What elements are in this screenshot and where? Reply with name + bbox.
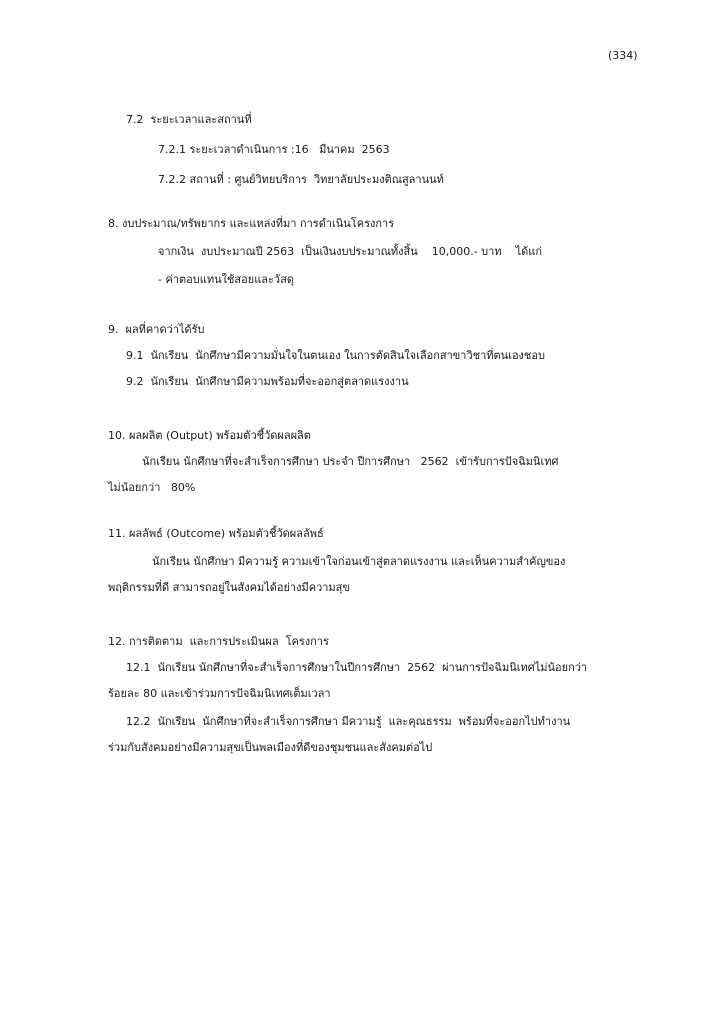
section-10-paragraph-line-1: นักเรียน นักศึกษาที่จะสำเร็จการศึกษา ประจำ ปีการศึกษา 2562 เข้ารับการปัจฉิมนิเทศ bbox=[142, 455, 559, 468]
section-7-2-1-text: 7.2.1 ระยะเวลาดำเนินการ :16 มีนาคม 2563 bbox=[158, 143, 390, 156]
section-9-heading: 9. ผลที่คาดว่าได้รับ bbox=[108, 323, 205, 336]
section-12-heading: 12. การติดตาม และการประเมินผล โครงการ bbox=[108, 635, 329, 648]
section-8-budget-item: - ค่าตอบแทนใช้สอยและวัสดุ bbox=[158, 273, 294, 286]
section-10-paragraph-line-2: ไม่น้อยกว่า 80% bbox=[108, 481, 196, 494]
section-11-paragraph-line-2: พฤติกรรมที่ดี สามารถอยู่ในสังคมได้อย่างมีความสุข bbox=[108, 581, 350, 594]
page-number: (334) bbox=[608, 49, 638, 62]
section-11-heading: 11. ผลลัพธ์ (Outcome) พร้อมตัวชี้วัดผลลัพธ์ bbox=[108, 527, 324, 540]
section-9-2-text: 9.2 นักเรียน นักศึกษามีความพร้อมที่จะออกสู่ตลาดแรงงาน bbox=[126, 375, 409, 388]
section-7-2-heading: 7.2 ระยะเวลาและสถานที่ bbox=[126, 113, 252, 126]
section-12-2-line-1: 12.2 นักเรียน นักศึกษาที่จะสำเร็จการศึกษา มีความรู้ และคุณธรรม พร้อมที่จะออกไปทำงาน bbox=[126, 715, 571, 728]
section-8-heading: 8. งบประมาณ/ทรัพยากร และแหล่งที่มา การดำเนินโครงการ bbox=[108, 217, 395, 230]
section-12-1-line-2: ร้อยละ 80 และเข้าร่วมการปัจฉิมนิเทศเต็มเวลา bbox=[108, 687, 331, 700]
section-10-heading: 10. ผลผลิต (Output) พร้อมตัวชี้วัดผลผลิต bbox=[108, 429, 311, 442]
section-9-1-text: 9.1 นักเรียน นักศึกษามีความมั่นใจในตนเอง ในการตัดสินใจเลือกสาขาวิชาที่ตนเองชอบ bbox=[126, 349, 545, 362]
section-12-2-line-2: ร่วมกับสังคมอย่างมีความสุขเป็นพลเมืองที่ดีของชุมชนและสังคมต่อไป bbox=[108, 741, 433, 754]
section-8-budget-line: จากเงิน งบประมาณปี 2563 เป็นเงินงบประมาณทั้งสิ้น 10,000.- บาท ได้แก่ bbox=[158, 245, 542, 258]
section-7-2-2-text: 7.2.2 สถานที่ : ศูนย์วิทยบริการ วิทยาลัยประมงติณสูลานนท์ bbox=[158, 173, 444, 186]
section-12-1-line-1: 12.1 นักเรียน นักศึกษาที่จะสำเร็จการศึกษาในปีการศึกษา 2562 ผ่านการปัจฉิมนิเทศไม่น้อยกว่า bbox=[126, 661, 588, 674]
section-11-paragraph-line-1: นักเรียน นักศึกษา มีความรู้ ความเข้าใจก่อนเข้าสู่ตลาดแรงงาน และเห็นความสำคัญของ bbox=[152, 555, 566, 568]
